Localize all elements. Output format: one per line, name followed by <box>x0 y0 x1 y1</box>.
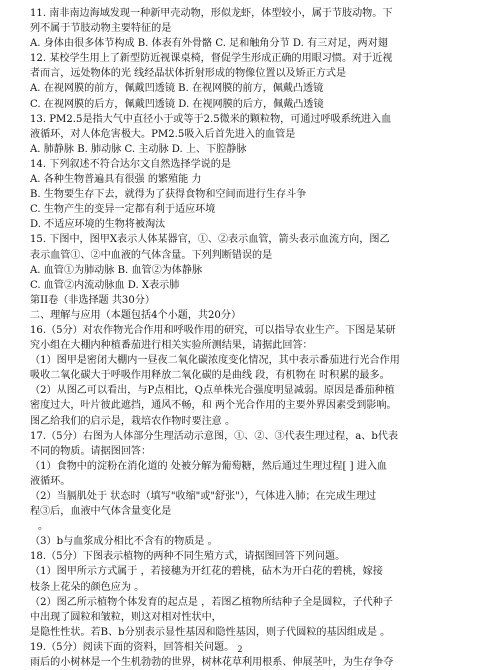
q15-options-ab: A. 血管①为肺动脉 B. 血管②为体静脉 <box>30 264 203 276</box>
q17-sub1-line-1: （1）食物中的淀粉在消化道的 处被分解为葡萄糖，然后通过生理过程[ ] 进入血 <box>30 460 388 472</box>
q17-sub2-line-2: 程③后，血液中气体含量变化是 <box>30 506 172 518</box>
q17-line-1: 17.（5分）右图为人体部分生理活动示意图，①、②、③代表生理过程，a、b代表 <box>30 430 399 442</box>
q16-line-2: 究小组在大棚内种植番茄进行相关实验所测结果，请据此回答： <box>30 340 313 352</box>
q17-sub2-line-3: 。 <box>38 521 49 533</box>
q15-options-cd: C. 血管②内流动脉血 D. X表示肺 <box>30 279 180 291</box>
q13-line-2: 液循环，对人体危害极大。PM2.5吸入后首先进入的血管是 <box>30 128 296 140</box>
q19-stem: 19.（5分）阅读下面的资料，回答相关问题。 <box>30 641 235 653</box>
q18-sub1-line-2: 枝条上花朵的颜色应为 。 <box>30 581 145 593</box>
q18-sub1-line-1: （1）图甲所示方式属于 ，若接穗为开红花的碧桃，砧木为开白花的碧桃，嫁接 <box>30 566 383 578</box>
q17-line-2: 不同的物质。请据图回答： <box>30 445 152 457</box>
q18-sub2-line-2: 中出现了圆粒和皱粒，则这对相对性状中， <box>30 611 222 623</box>
q14-option-d: D. 不适应环境的生物将被淘汰 <box>30 219 166 231</box>
q12-line-2: 者而言，远处物体的光 线经晶状体折射形成的物像位置以及矫正方式是 <box>30 68 347 80</box>
q14-option-a: A. 各种生物普遍具有很强 的繁殖能 力 <box>30 174 202 186</box>
q18-sub2-line-3: 是隐性性状。若B、b分别表示显性基因和隐性基因，则子代圆粒的基因组成是 。 <box>30 626 391 638</box>
q16-sub1-line-2: 吸收二氧化碳大于呼吸作用释放二氧化碳的是曲线 段，有机物在 时积累的最多。 <box>30 370 390 382</box>
exam-text <box>30 6 450 670</box>
q14-option-b: B. 生物要生存下去，就得为了获得食物和空间而进行生存斗争 <box>30 189 307 201</box>
q19-passage-line-1: 雨后的小树林是一个生机勃勃的世界，树林花草利用根系、伸展茎叶，为生存争夺 <box>30 657 394 669</box>
page-number: 2 <box>237 644 243 654</box>
q14-stem: 14. 下列叙述不符合达尔文自然选择学说的是 <box>30 158 231 170</box>
q17-sub3: （3）b与血浆成分相比不含有的物质是 。 <box>30 536 218 548</box>
q12-options-ab: A. 在视网膜的前方，佩戴凹透镜 B. 在视网膜的前方，佩戴凸透镜 <box>30 83 324 95</box>
q15-line-2: 表示血管①、②中血液的气体含量。下列判断错误的是 <box>30 249 273 261</box>
q16-sub2-line-2: 密度过大，叶片彼此遮挡，通风不畅，和 两个光合作用的主要外界因素受到影响。 <box>30 400 397 412</box>
q14-option-c: C. 生物产生的变异一定都有利于适应环境 <box>30 204 216 216</box>
q16-sub1-line-1: （1）图甲是密闭大棚内一昼夜二氧化碳浓度变化情况，其中表示番茄进行光合作用 <box>30 355 400 367</box>
q18-stem: 18.（5分）下图表示植物的两种不同生殖方式，请据图回答下列问题。 <box>30 551 346 563</box>
q11-options: A. 身体由很多体节构成 B. 体表有外骨骼 C. 足和触角分节 D. 有三对足，两对翅 <box>30 38 388 50</box>
part-2-heading: 二、理解与应用（本题包括4个小题，共20分） <box>30 309 242 321</box>
q12-line-1: 12. 某校学生用上了新型防近视课桌椅，督促学生形成正确的用眼习惯。对于近视 <box>30 53 393 65</box>
q11-line-2: 列不属于节肢动物主要特征的是 <box>30 23 172 35</box>
q16-line-1: 16.（5分）对农作物光合作用和呼吸作用的研究，可以指导农业生产。下图是某研 <box>30 324 396 336</box>
q12-options-cd: C. 在视网膜的后方，佩戴凹透镜 D. 在视网膜的后方，佩戴凸透镜 <box>30 98 324 110</box>
q16-sub2-line-3: 图乙给我们的启示是，栽培农作物时要注意 。 <box>30 415 236 427</box>
section-2-title: 第II卷（非选择题 共30分） <box>30 294 155 306</box>
q17-sub2-line-1: （2）当膈肌处于 状态时（填写"收缩"或"舒张"），气体进入肺；在完成生理过 <box>30 491 377 502</box>
q18-sub2-line-1: （2）图乙所示植物个体发育的起点是 ，若图乙植物所结种子全是圆粒，子代种子 <box>30 596 393 608</box>
q13-options: A. 肺静脉 B. 肺动脉 C. 主动脉 D. 上、下腔静脉 <box>30 143 247 155</box>
q11-line-1: 11. 南非南边海域发现一种新甲壳动物，形似龙虾，体型较小，属于节肢动物。下 <box>30 8 393 19</box>
q16-sub2-line-1: （2）从图乙可以看出，与P点相比，Q点单株光合强度明显减弱。原因是番茄种植 <box>30 385 395 397</box>
q15-line-1: 15. 下图中，图甲X表示人体某器官，①、②表示血管，箭头表示血流方向，图乙 <box>30 234 390 246</box>
q17-sub1-line-2: 液循环。 <box>30 475 71 487</box>
q13-line-1: 13. PM2.5是指大气中直径小于或等于2.5微米的颗粒物，可通过呼吸系统进入血 <box>30 113 392 125</box>
